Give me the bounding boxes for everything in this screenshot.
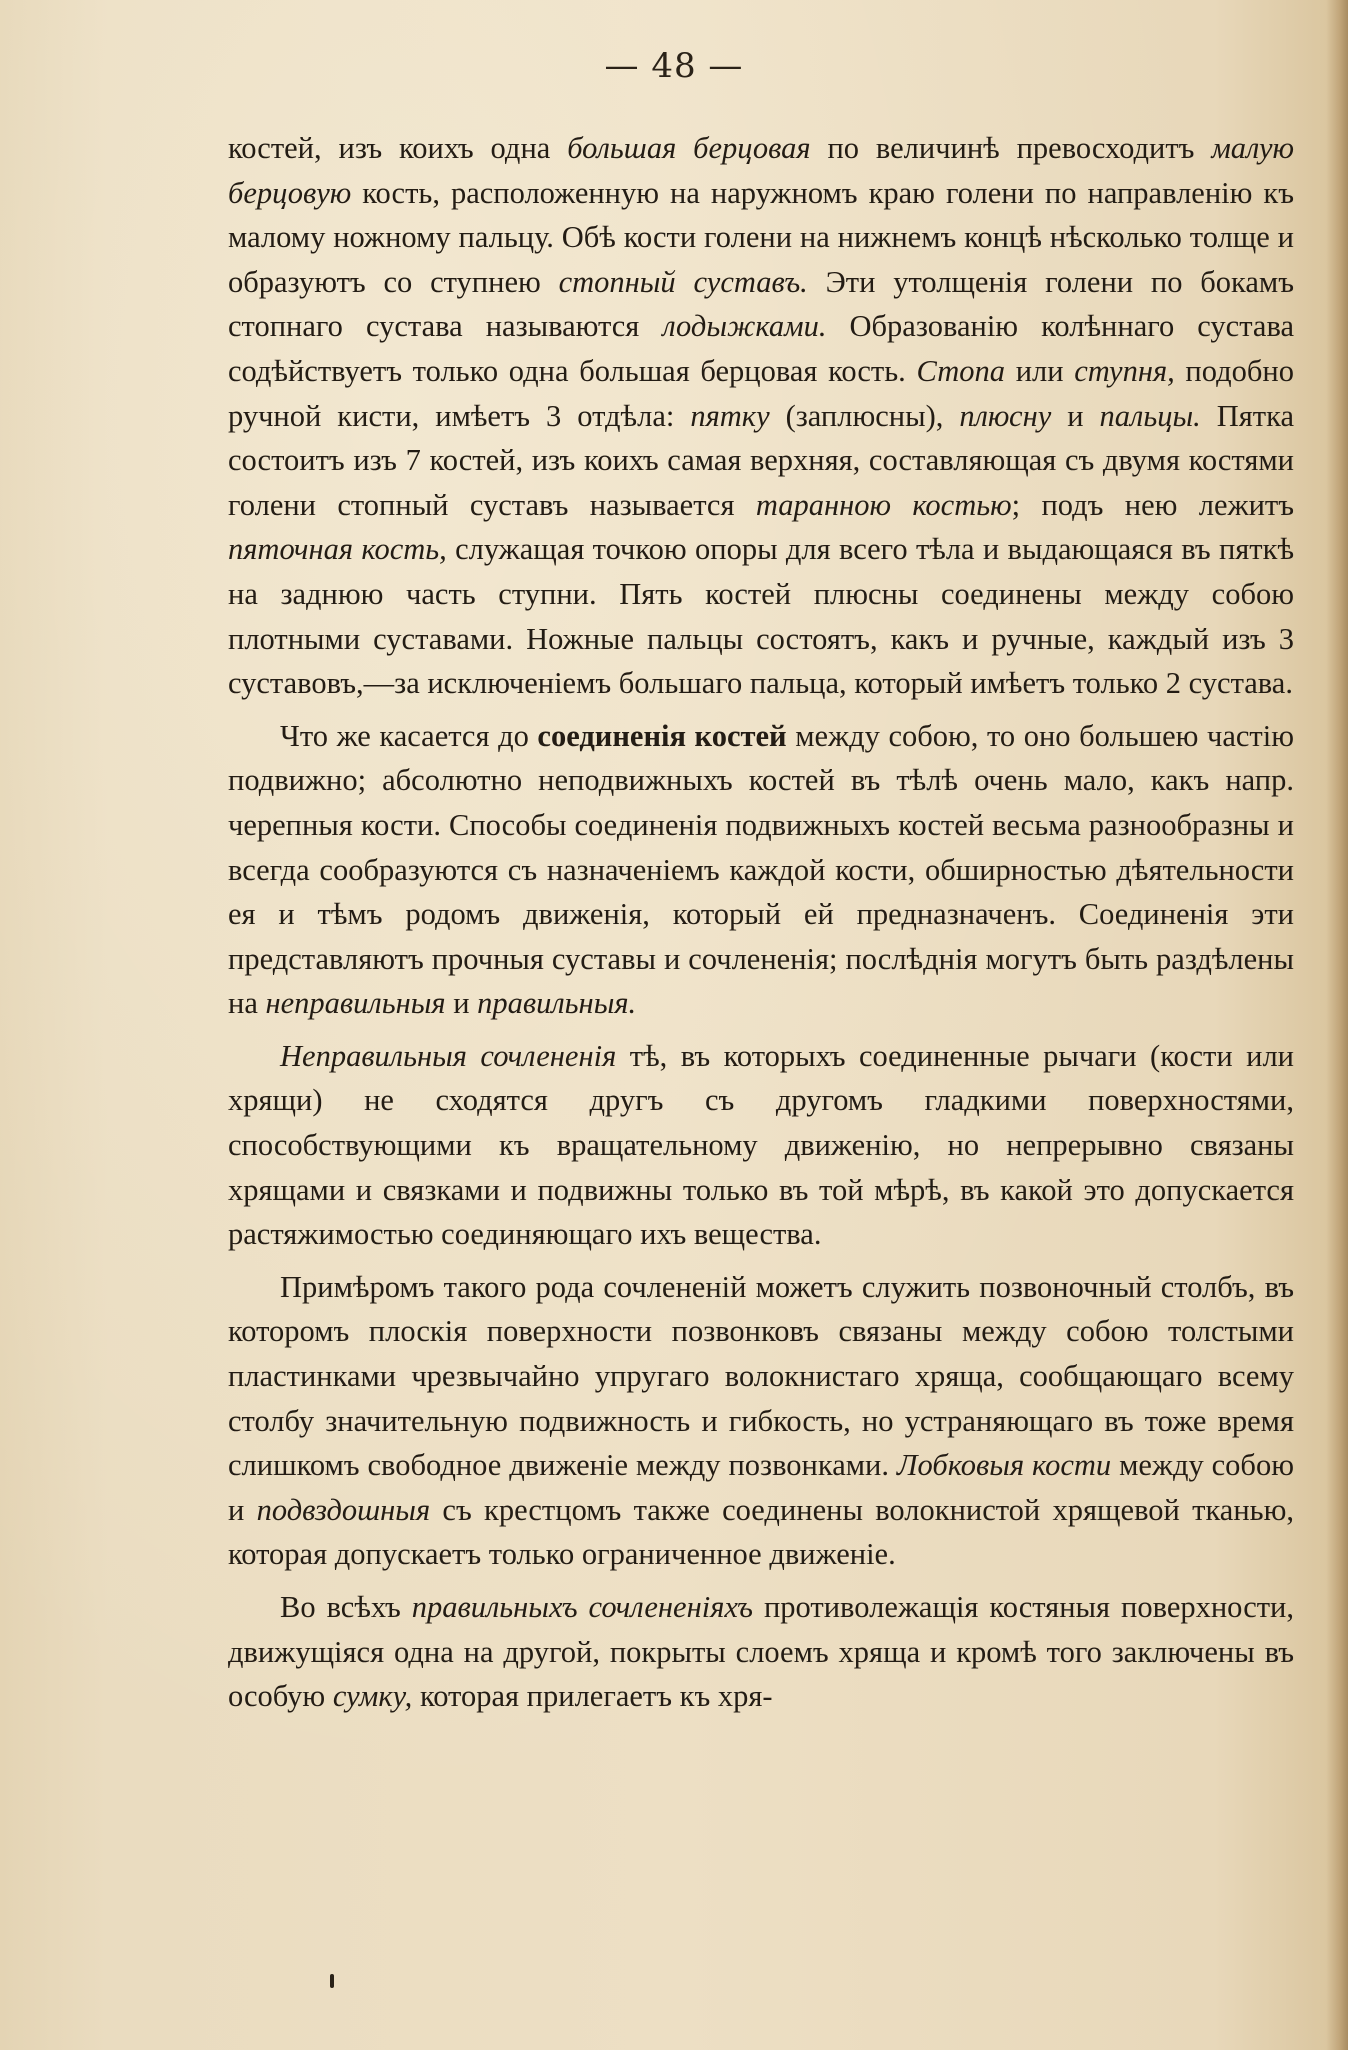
italic-term: неправильныя: [265, 986, 446, 1021]
text-run: служащая точкою опоры для всего тѣла и выдающаяся въ пяткѣ на заднюю часть ступни. Пять костей плюсны соединены между собою плотными суставами. Ножные пальцы состоятъ, какъ и ручные, каждый изъ 3 суставовъ,—за исключеніемъ большаго пальца, который имѣетъ только 2 сустава.: [228, 532, 1294, 701]
text-run: противолежащія костяныя поверхности, движущіяся одна на другой, покрыты слоемъ хряща и кромѣ того заключены въ особую: [228, 1590, 1295, 1714]
text-run: ; подъ нею лежитъ: [1011, 487, 1294, 522]
italic-term: Лобковыя кости: [896, 1448, 1112, 1483]
paragraph: [228, 714, 1294, 1026]
italic-term: стопный суставъ.: [558, 264, 808, 299]
paragraph: [228, 1034, 1294, 1257]
paragraph: [228, 126, 1294, 706]
paragraph: [228, 1265, 1294, 1577]
text-run: (заплюсны),: [769, 398, 960, 433]
text-run: подобно ручной кисти, имѣетъ 3 отдѣла:: [228, 353, 1294, 433]
italic-term: ступня,: [1074, 353, 1175, 388]
italic-term: пятку: [690, 398, 770, 433]
italic-term: сумку,: [332, 1679, 413, 1714]
italic-term: правильныя.: [477, 986, 637, 1021]
text-run: Образованію колѣннаго сустава содѣйствуетъ только одна большая берцовая кость.: [228, 309, 1294, 388]
italic-term: большая берцовая: [567, 131, 811, 165]
text-run: Во всѣхъ: [280, 1590, 412, 1624]
text-run: которая прилегаетъ къ хря-: [412, 1679, 773, 1714]
text-run: кость, расположенную на наружномъ краю голени по направленію къ малому ножному пальцу. Обѣ кости голени на нижнемъ концѣ нѣсколько толще и образуютъ со ступнею: [228, 175, 1294, 299]
text-run: костей, изъ коихъ одна: [228, 131, 568, 165]
text-run: и: [445, 986, 478, 1021]
text-run: Примѣромъ такого рода сочлененій можетъ служить позвоночный столбъ, въ которомъ плоскія поверхности позвонковъ связаны между собою толстыми пластинками чрезвычайно упругаго волокнистаго хряща, сообщающаго всему столбу значительную подвижность и гибкость, но устраняющаго въ тоже время слишкомъ свободное движеніе между позвонками.: [228, 1269, 1294, 1483]
text-run: Эти утолщенія голени по бокамъ стопнаго сустава называются: [228, 264, 1294, 344]
text-run: Пятка состоитъ изъ 7 костей, изъ коихъ самая верхняя, составляющая съ двумя костями голени стопный суставъ называется: [228, 398, 1294, 522]
paragraph: [228, 1585, 1294, 1719]
body-text: [228, 126, 1294, 1719]
text-run: между собою и: [228, 1448, 1294, 1527]
text-run: съ крестцомъ также соединены волокнистой хрящевой тканью, которая допускаетъ только ограниченное движеніе.: [228, 1492, 1294, 1572]
text-run: тѣ, въ которыхъ соединенные рычаги (кости или хрящи) не сходятся другъ съ другомъ гладкими поверхностями, способствующими къ вращательному движенію, но непрерывно связаны хрящами и связками и подвижны только въ той мѣрѣ, въ какой это допускается растяжимостью соединяющаго ихъ вещества.: [228, 1038, 1294, 1252]
text-run: между собою, то оно большею частію подвижно; абсолютно неподвижныхъ костей въ тѣлѣ очень мало, какъ напр. черепныя кости. Способы соединенія подвижныхъ костей весьма разнообразны и всегда сообразуются съ назначеніемъ каждой кости, обширностью дѣятельности ея и тѣмъ родомъ движенія, который ей предназначенъ. Соединенія эти представляютъ прочныя суставы и сочлененія; послѣднія могутъ быть раздѣлены на: [228, 718, 1295, 1021]
italic-term: правильныхъ сочлененіяхъ: [411, 1590, 753, 1624]
italic-term: пальцы.: [1099, 398, 1201, 433]
bold-term: соединенія костей: [537, 718, 787, 753]
italic-term: подвздошныя: [256, 1492, 431, 1527]
text-run: и: [1051, 398, 1100, 433]
text-run: по величинѣ превосходитъ: [810, 131, 1212, 165]
italic-term: плюсну: [959, 398, 1052, 433]
italic-term: малую берцовую: [228, 131, 1294, 210]
italic-term: таранною костью: [755, 487, 1012, 522]
page-number: — 48 —: [604, 46, 744, 86]
text-run: Что же касается до: [280, 718, 538, 753]
italic-term: Стопа: [916, 353, 1006, 388]
ink-speck: [330, 1974, 334, 1988]
italic-term: пяточная кость,: [228, 532, 447, 567]
italic-term: Неправильныя сочлененія: [280, 1038, 617, 1073]
text-run: или: [1005, 353, 1075, 388]
italic-term: лодыжками.: [662, 309, 827, 344]
